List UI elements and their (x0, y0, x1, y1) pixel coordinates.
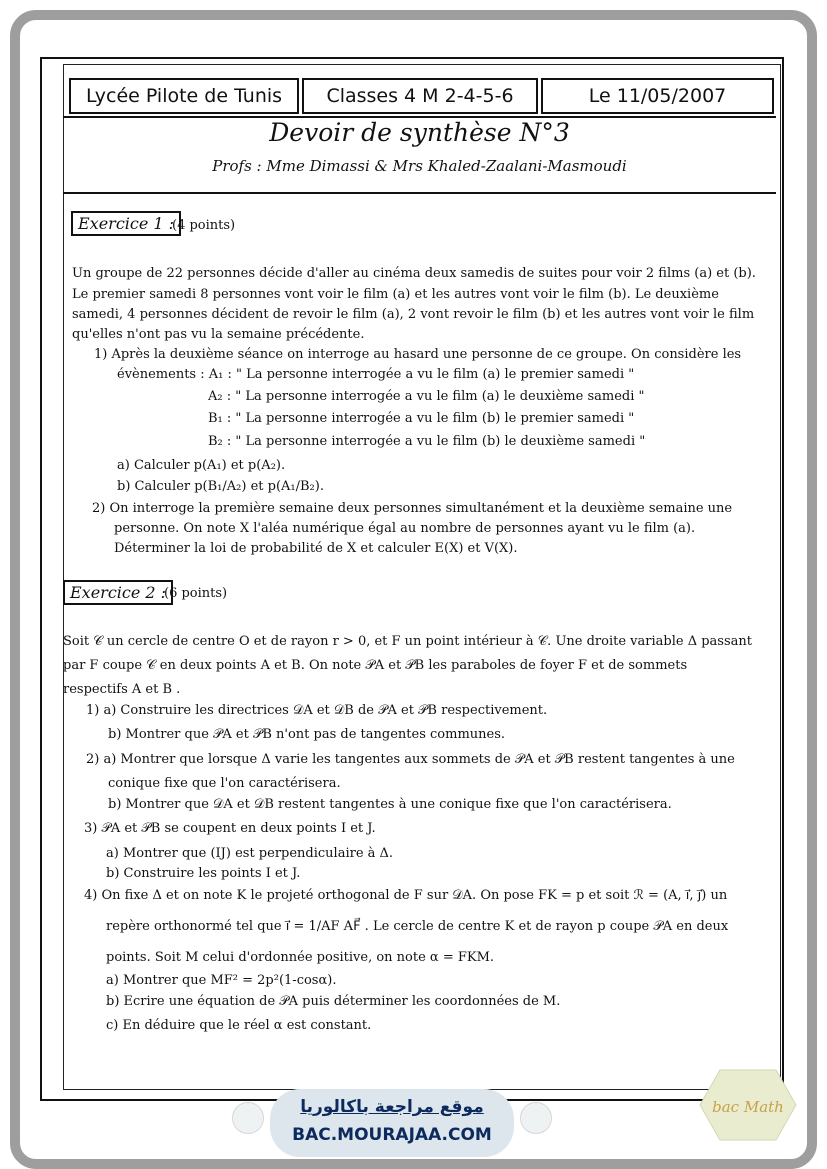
site-banner[interactable] (270, 1089, 514, 1157)
ex1-line: Déterminer la loi de probabilité de X et calculer E(X) et V(X). (114, 541, 518, 556)
ex1-line: Un groupe de 22 personnes décide d'aller au cinéma deux samedis de suites pour voir 2 films (a) et (b). (72, 266, 756, 281)
site-logo-right-icon (520, 1102, 552, 1134)
ex1-line: 2) On interroge la première semaine deux personnes simultanément et la deuxième semaine une (92, 501, 733, 516)
site-url[interactable]: BAC.MOURAJAA.COM (292, 1125, 492, 1145)
ex2-line: b) Construire les points I et J. (106, 866, 301, 881)
exercise-1-label: Exercice 1 : (71, 211, 181, 236)
ex2-line: par F coupe 𝒞 en deux points A et B. On note 𝒫A et 𝒫B les paraboles de foyer F et de sommets (63, 658, 688, 673)
ex1-line: b) Calculer p(B₁/A₂) et p(A₁/B₂). (117, 479, 324, 494)
site-logo-left-icon (232, 1102, 264, 1134)
teachers-line: Profs : Mme Dimassi & Mrs Khaled-Zaalani-Masmoudi (212, 157, 627, 175)
exercise-2-points: (6 points) (164, 586, 228, 601)
ex1-line: a) Calculer p(A₁) et p(A₂). (117, 458, 286, 473)
ex2-line: respectifs A et B . (63, 682, 181, 697)
ex2-line: Soit 𝒞 un cercle de centre O et de rayon r > 0, et F un point intérieur à 𝒞. Une droite variable Δ passant (63, 634, 752, 649)
ex1-line: 1) Après la deuxième séance on interroge au hasard une personne de ce groupe. On considère les (94, 347, 742, 362)
ex2-line: repère orthonormé tel que i⃗ = 1/AF AF⃗ . Le cercle de centre K et de rayon p coupe 𝒫A en deux (106, 919, 729, 934)
school-name: Lycée Pilote de Tunis (69, 78, 299, 114)
ex1-line: samedi, 4 personnes décident de revoir le film (a), 2 vont revoir le film (b) et les autres vont voir le film (72, 307, 755, 322)
bac-math-logo (698, 1068, 798, 1142)
ex2-line: a) Montrer que MF² = 2p²(1-cosα). (106, 973, 337, 988)
exercise-2-label: Exercice 2 : (63, 580, 173, 605)
exam-title: Devoir de synthèse N°3 (269, 118, 570, 147)
ex2-line: b) Montrer que 𝒟A et 𝒟B restent tangentes à une conique fixe que l'on caractérisera. (108, 797, 672, 812)
exam-date: Le 11/05/2007 (541, 78, 774, 114)
ex1-line: B₂ : " La personne interrogée a vu le film (b) le deuxième samedi " (208, 434, 646, 449)
ex2-line: 4) On fixe Δ et on note K le projeté orthogonal de F sur 𝒟A. On pose FK = p et soit ℛ = (A, i⃗, j⃗) un (84, 888, 728, 903)
ex2-line: 3) 𝒫A et 𝒫B se coupent en deux points I et J. (84, 821, 376, 836)
logo-text: bac Math (712, 1098, 784, 1116)
ex1-line: A₂ : " La personne interrogée a vu le film (a) le deuxième samedi " (208, 389, 645, 404)
ex1-line: évènements : A₁ : " La personne interrogée a vu le film (a) le premier samedi " (117, 367, 635, 382)
ex1-line: Le premier samedi 8 personnes vont voir le film (a) et les autres vont voir le film (b). Le deuxième (72, 287, 719, 302)
ex2-line: b) Ecrire une équation de 𝒫A puis déterminer les coordonnées de M. (106, 994, 561, 1009)
ex1-line: qu'elles n'ont pas vu la semaine précédente. (72, 327, 365, 342)
ex1-line: B₁ : " La personne interrogée a vu le film (b) le premier samedi " (208, 411, 635, 426)
ex2-line: 1) a) Construire les directrices 𝒟A et 𝒟B de 𝒫A et 𝒫B respectivement. (86, 703, 548, 718)
ex2-line: c) En déduire que le réel α est constant. (106, 1018, 372, 1033)
ex2-line: points. Soit M celui d'ordonnée positive, on note α = FKM. (106, 950, 495, 965)
site-name-arabic[interactable]: موقع مراجعة باكالوريا (300, 1097, 484, 1117)
title-divider (63, 192, 776, 194)
ex1-line: personne. On note X l'aléa numérique égal au nombre de personnes ayant vu le film (a). (114, 521, 696, 536)
ex2-line: a) Montrer que (IJ) est perpendiculaire à Δ. (106, 846, 394, 861)
classes-label: Classes 4 M 2-4-5-6 (302, 78, 538, 114)
ex2-line: 2) a) Montrer que lorsque Δ varie les tangentes aux sommets de 𝒫A et 𝒫B restent tangentes à une (86, 752, 735, 767)
ex2-line: b) Montrer que 𝒫A et 𝒫B n'ont pas de tangentes communes. (108, 727, 506, 742)
ex2-line: conique fixe que l'on caractérisera. (108, 776, 341, 791)
exercise-1-points: (4 points) (172, 218, 236, 233)
